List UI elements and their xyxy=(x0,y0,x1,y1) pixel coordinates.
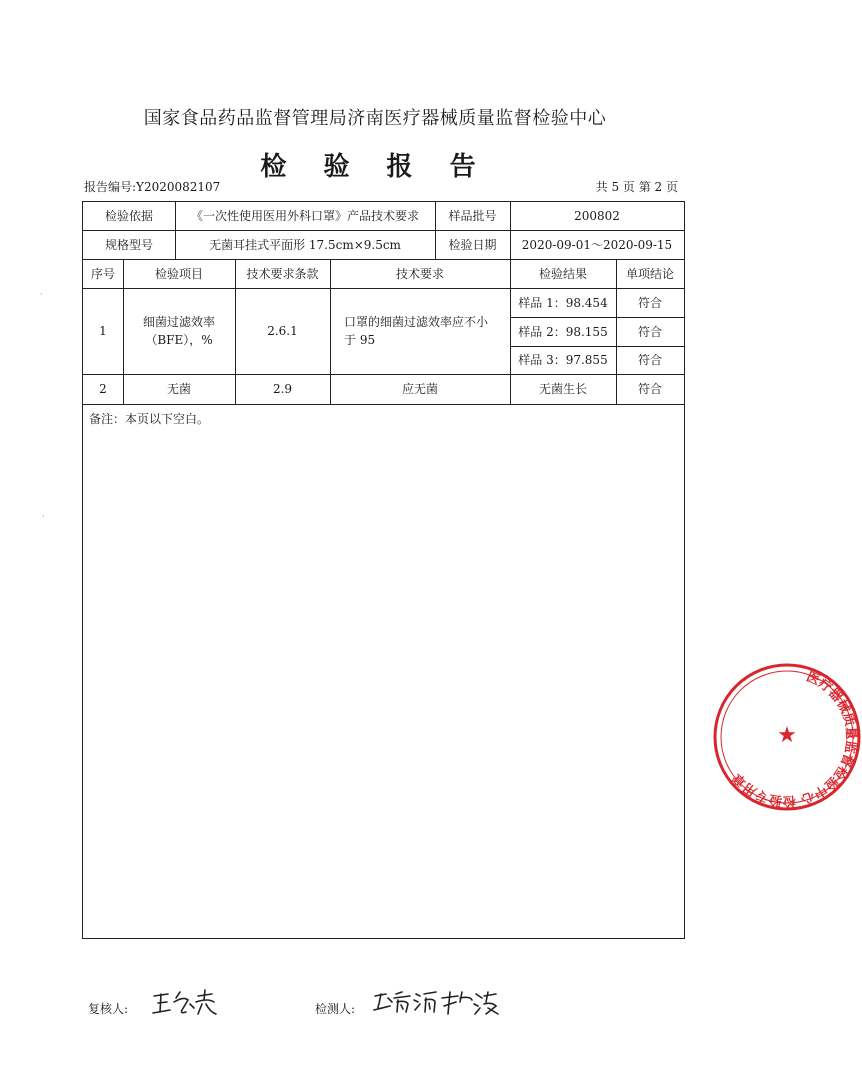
row1-no: 1 xyxy=(99,324,107,338)
row1-result-3: 样品 3：97.855 xyxy=(518,353,608,367)
row2-clause: 2.9 xyxy=(272,382,293,396)
row1-clause: 2.6.1 xyxy=(267,324,298,338)
stamp-text: 医疗器械质量监督检验中心 检验专用章 xyxy=(730,669,859,809)
row1-requirement xyxy=(330,288,510,374)
row1-requirement-line2: 于 95 xyxy=(344,333,376,347)
report-number: 报告编号:Y2020082107 xyxy=(84,180,221,194)
basis-value: 《一次性使用医用外科口罩》产品技术要求 xyxy=(190,209,419,223)
column-header-result: 检验结果 xyxy=(538,266,587,281)
batch-value: 200802 xyxy=(574,209,620,223)
model-value: 无菌耳挂式平面形 17.5cm×9.5cm xyxy=(209,237,401,252)
row1-item-line2: （BFE），% xyxy=(145,333,213,347)
page-info: 共 5 页 第 2 页 xyxy=(595,180,678,194)
row1-result-2: 样品 2：98.155 xyxy=(518,324,608,339)
row2-no: 2 xyxy=(99,382,107,396)
tester-signature xyxy=(372,988,502,1018)
basis-label: 检验依据 xyxy=(104,209,153,223)
row1-conclusion-2: 符合 xyxy=(637,324,662,339)
row1-conclusion-3: 符合 xyxy=(637,353,662,367)
inspection-stamp xyxy=(712,662,862,812)
row1-result-1: 样品 1：98.454 xyxy=(518,295,608,310)
column-header-clause: 技术要求条款 xyxy=(246,266,319,281)
date-label: 检验日期 xyxy=(448,237,497,252)
tester-label: 检测人: xyxy=(315,1002,356,1016)
organization-name: 国家食品药品监督管理局济南医疗器械质量监督检验中心 xyxy=(143,108,607,129)
row2-item: 无菌 xyxy=(166,382,191,396)
row1-requirement-line1: 口罩的细菌过滤效率应不小 xyxy=(344,315,489,329)
row2-result: 无菌生长 xyxy=(538,382,587,396)
column-header-conclusion: 单项结论 xyxy=(625,266,674,281)
row1-item-line1: 细菌过滤效率 xyxy=(142,315,215,329)
row2-conclusion: 符合 xyxy=(637,382,662,396)
reviewer-signature xyxy=(150,988,220,1018)
column-header-requirement: 技术要求 xyxy=(395,266,444,281)
margin-dot: · xyxy=(40,290,43,299)
date-value: 2020-09-01～2020-09-15 xyxy=(521,237,673,252)
remark: 备注：本页以下空白。 xyxy=(89,412,210,426)
batch-label: 样品批号 xyxy=(448,209,497,223)
model-label: 规格型号 xyxy=(104,237,153,252)
row1-conclusion-1: 符合 xyxy=(637,295,662,310)
reviewer-label: 复核人: xyxy=(88,1002,129,1016)
svg-text:★: ★ xyxy=(777,723,797,748)
row1-item xyxy=(123,288,235,374)
report-title: 检 验 报 告 xyxy=(260,152,490,182)
margin-dot: · xyxy=(42,512,45,521)
column-header-item: 检验项目 xyxy=(154,266,203,281)
row2-requirement: 应无菌 xyxy=(401,382,438,396)
report-table xyxy=(82,201,685,939)
column-header-no: 序号 xyxy=(90,266,115,281)
